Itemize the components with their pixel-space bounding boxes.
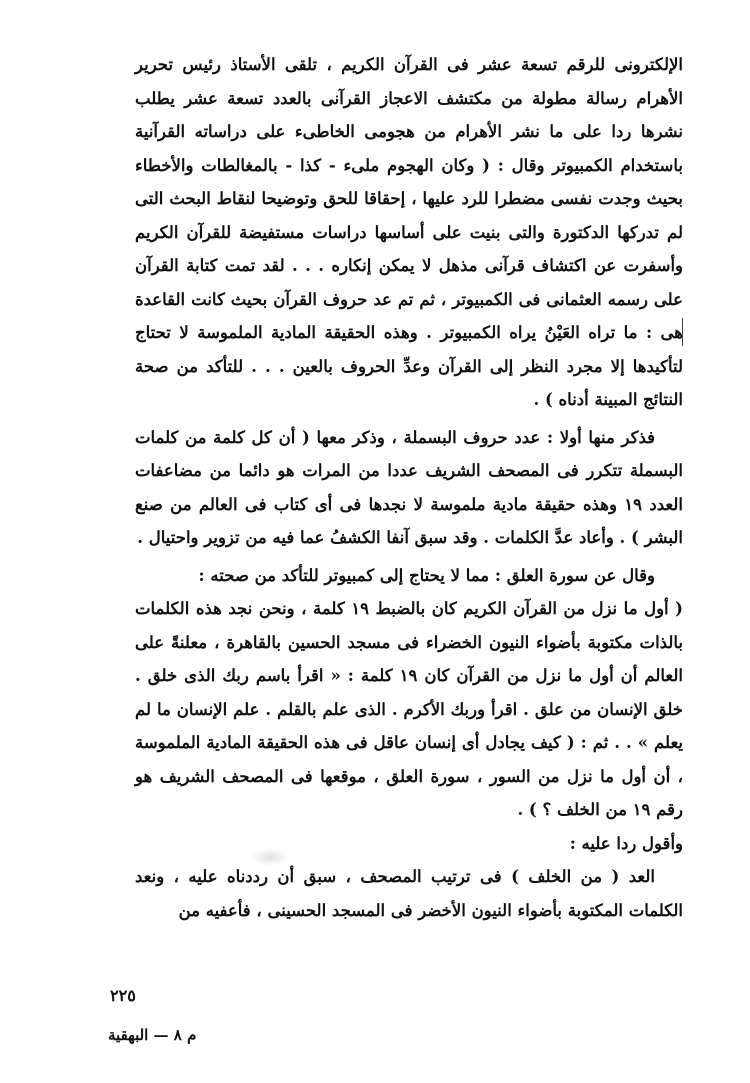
body-text	[135, 48, 683, 927]
margin-mark	[682, 318, 683, 346]
paragraph-3: وقال عن سورة العلق : مما لا يحتاج إلى كمبيوتر للتأكد من صحته :	[198, 565, 655, 585]
paragraph-1: الإلكترونى للرقم تسعة عشر فى القرآن الكريم ، تلقى الأستاذ رئيس تحرير الأهرام رسالة مطولة من مكتشف الاعجاز القرآنى بالعدد تسعة عشر يطلب نشرها ردا على ما نشر الأهرام من هجومى الخاطىء على دراساته القرآنية باستخدام الكمبيوتر وقال : ( وكان الهجوم ملىء - كذا - بالمغالطات والأخطاء بحيث وجدت نفسى مضطرا للرد عليها ، إحقاقا للحق وتوضيحا لنقاط البحث التى لم تدركها الدكتورة والتى بنيت على أساسها دراسات مستفيضة للقرآن الكريم وأسفرت عن اكتشاف قرآنى مذهل لا يمكن إنكاره . . . لقد تمت كتابة القرآن على رسمه العثمانى فى الكمبيوتر ، ثم تم عد حروف القرآن بحيث كانت القاعدة هى : ما تراه العَيْنُ يراه الكمبيوتر . وهذه الحقيقة المادية الملموسة لا تحتاج لتأكيدها إلا مجرد النظر إلى القرآن وعدِّ الحروف بالعين . . . للتأكد من صحة النتائج المبينة أدناه ) .	[135, 55, 683, 409]
paragraph-2: فذكر منها أولا : عدد حروف البسملة ، وذكر معها ( أن كل كلمة من كلمات البسملة تتكرر فى المصحف الشريف عددا من المرات هو دائما من مضاعفات العدد ١٩ وهذه حقيقة مادية ملموسة لا نجدها فى أى كتاب فى العالم من صنع البشر ) . وأعاد عدَّ الكلمات . وقد سبق آنفا الكشفُ عما فيه من تزوير واحتيال .	[135, 427, 683, 547]
paragraph-4-quote: ( أول ما نزل من القرآن الكريم كان بالضبط ١٩ كلمة ، ونحن نجد هذه الكلمات بالذات مكتوبة بأضواء النيون الخضراء فى مسجد الحسين بالقاهرة ، معلنةً على العالم أن أول ما نزل من القرآن كان ١٩ كلمة : « اقرأ باسم ربك الذى خلق . خلق الإنسان من علق . اقرأ وربك الأكرم . الذى علم بالقلم . علم الإنسان ما لم يعلم » . . ثم : ( كيف يجادل أى إنسان عاقل فى هذه الحقيقة المادية الملموسة ، أن أول ما نزل من السور ، سورة العلق ، موقعها فى المصحف الشريف هو رقم ١٩ من الخلف ؟ ) .	[135, 599, 683, 819]
paragraph-6: العد ( من الخلف ) فى ترتيب المصحف ، سبق أن رددناه عليه ، ونعد الكلمات المكتوبة بأضواء النيون الأخضر فى المسجد الحسينى ، فأعفيه من	[135, 867, 683, 920]
page-number: ٢٢٥	[110, 986, 136, 1005]
paragraph-5: وأقول ردا عليه :	[569, 833, 683, 853]
scan-smudge	[250, 848, 290, 866]
footer-signature: م ٨ — البهقية	[108, 1026, 197, 1044]
